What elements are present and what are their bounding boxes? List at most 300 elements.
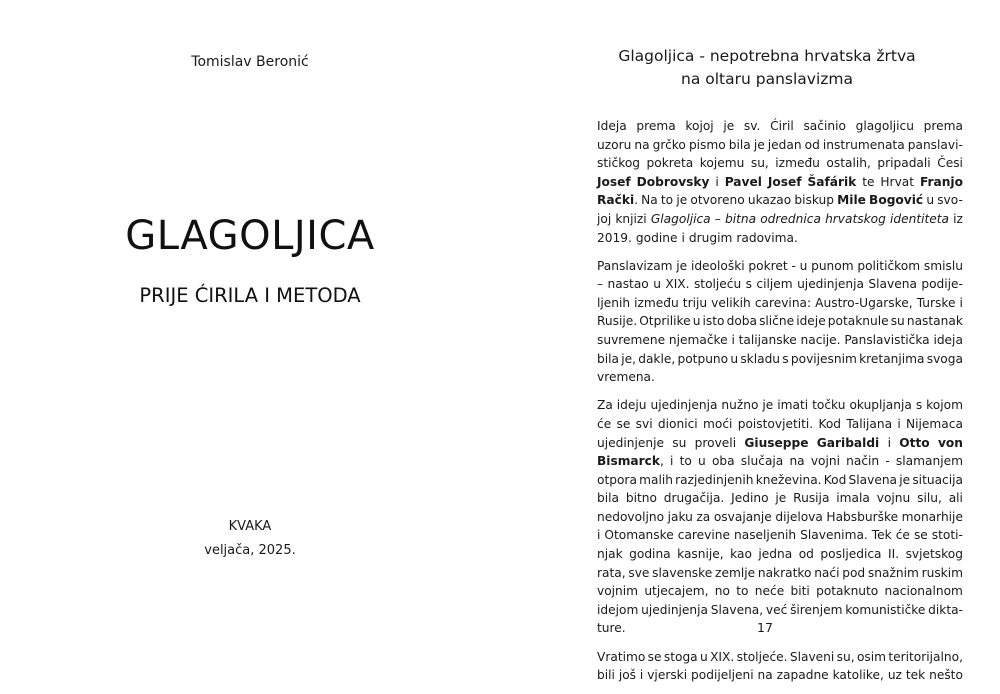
- text-run: kojom: [926, 398, 963, 413]
- word: [877, 154, 930, 173]
- word: [696, 508, 710, 527]
- text-run: vojni: [810, 454, 840, 469]
- text-run: Tek: [871, 528, 892, 543]
- word: [842, 564, 865, 583]
- word: [634, 294, 679, 313]
- word: [770, 117, 794, 136]
- text-run: podijeljeni: [691, 668, 754, 683]
- text-run: u: [799, 258, 808, 273]
- word: [791, 582, 810, 601]
- word: [760, 210, 821, 229]
- bold-name: Mile: [837, 193, 866, 208]
- word: [885, 452, 889, 471]
- text-run: snažnim: [867, 565, 919, 580]
- word: [685, 117, 713, 136]
- text-run: Turske: [916, 295, 956, 310]
- text-run: te: [862, 174, 875, 189]
- bold-name: Franjo: [919, 174, 963, 189]
- text-run: njak: [597, 547, 623, 562]
- word: [949, 489, 963, 508]
- text-run: carevine: [677, 528, 730, 543]
- bold-name: Bismarck: [597, 454, 660, 469]
- text-line: [597, 275, 963, 294]
- text-run: naseljenih: [734, 528, 797, 543]
- text-run: između: [634, 295, 679, 310]
- word: [641, 601, 708, 620]
- word: [807, 173, 856, 192]
- word: [794, 191, 834, 210]
- word: [833, 666, 884, 685]
- word: [597, 564, 626, 583]
- text-run: i: [639, 668, 644, 683]
- text-run: Na: [641, 193, 658, 208]
- text-run: vojnim: [597, 584, 639, 599]
- text-run: poistovjetiti.: [737, 416, 814, 431]
- word: [725, 173, 762, 192]
- word: [715, 173, 718, 192]
- word: [693, 312, 701, 331]
- word: [617, 396, 647, 415]
- text-line: [597, 331, 963, 350]
- bold-name: Šafárik: [807, 174, 857, 189]
- text-run: sv.: [743, 119, 761, 133]
- text-run: Habsburške: [826, 509, 899, 524]
- word: [916, 396, 922, 415]
- paragraph: [597, 648, 963, 685]
- text-run: i: [887, 435, 891, 450]
- text-run: pod: [842, 565, 866, 580]
- word: [775, 508, 823, 527]
- text-run: bila: [597, 491, 619, 506]
- word: [651, 210, 711, 229]
- word: [628, 564, 649, 583]
- word: [636, 229, 678, 248]
- word: [896, 526, 910, 545]
- text-run: već: [765, 602, 788, 617]
- word: [888, 666, 902, 685]
- word: [597, 508, 664, 527]
- text-run: je: [775, 491, 787, 506]
- word: [597, 136, 631, 155]
- text-run: -: [791, 258, 796, 273]
- text-run: vojnu: [876, 491, 911, 506]
- text-run: godina: [629, 547, 671, 562]
- text-run: nešto: [929, 668, 963, 683]
- word: [789, 452, 804, 471]
- word: [597, 471, 637, 490]
- text-run: slučaja: [740, 454, 784, 469]
- word: [823, 136, 905, 155]
- word: [777, 666, 829, 685]
- word: [796, 312, 826, 331]
- word: [782, 350, 788, 369]
- text-line: [597, 368, 963, 387]
- text-run: ostalih,: [826, 156, 871, 171]
- text-run: ujedinjenja: [797, 277, 864, 292]
- text-run: ujedinjenje: [597, 435, 664, 450]
- word: [672, 434, 686, 453]
- bold-name: Pavel: [724, 174, 762, 189]
- word: [639, 312, 690, 331]
- author-name: Tomislav Beronić: [191, 54, 309, 70]
- text-run: od: [798, 547, 814, 562]
- text-line: [597, 257, 963, 276]
- text-run: kojoj: [685, 119, 714, 133]
- text-run: vjerski: [647, 668, 688, 683]
- word: [924, 257, 963, 276]
- text-run: s: [782, 351, 789, 366]
- word: [678, 526, 730, 545]
- text-run: glagoljicu: [855, 119, 914, 133]
- word: [731, 331, 734, 350]
- text-run: Slavena: [848, 472, 898, 487]
- text-run: pokreta: [646, 156, 694, 171]
- word: [755, 582, 784, 601]
- text-run: joj: [597, 211, 612, 226]
- bold-name: Josef: [597, 174, 631, 189]
- word: [748, 191, 791, 210]
- word: [597, 368, 655, 387]
- word: [766, 601, 787, 620]
- text-run: Za: [597, 398, 613, 413]
- text-run: posljedica: [820, 547, 882, 562]
- word: [734, 526, 796, 545]
- word: [741, 452, 783, 471]
- word: [837, 191, 866, 210]
- word: [759, 312, 794, 331]
- word: [828, 312, 889, 331]
- text-run: nakratko: [757, 565, 812, 580]
- text-run: kao: [730, 547, 752, 562]
- text-run: biti: [790, 584, 810, 599]
- text-run: jedan: [767, 137, 802, 152]
- text-run: ali: [948, 491, 963, 506]
- text-run: Nijemaca: [906, 416, 963, 431]
- text-run: instrumenata: [822, 137, 905, 152]
- word: [703, 415, 732, 434]
- word: [908, 136, 963, 155]
- text-run: no: [714, 584, 730, 599]
- text-run: 2019.: [597, 230, 632, 245]
- text-run: -: [885, 454, 890, 469]
- word: [805, 136, 820, 155]
- text-run: bitno: [625, 491, 657, 506]
- text-run: Slavena: [868, 277, 917, 292]
- word: [736, 582, 748, 601]
- text-run: prema: [636, 119, 676, 133]
- text-run: još: [618, 668, 637, 683]
- text-line: [597, 136, 963, 155]
- word: [845, 601, 925, 620]
- word: [740, 350, 780, 369]
- word: [597, 257, 673, 276]
- text-run: i: [681, 230, 685, 245]
- text-run: nacionalnom: [884, 584, 963, 599]
- text-run: na: [789, 454, 805, 469]
- word: [619, 666, 636, 685]
- word: [714, 508, 772, 527]
- word: [661, 191, 673, 210]
- word: [597, 210, 611, 229]
- text-run: potaknuto: [816, 584, 879, 599]
- text-run: na: [634, 137, 650, 152]
- text-run: svi: [635, 416, 653, 431]
- word: [727, 312, 757, 331]
- word: [818, 415, 841, 434]
- word: [597, 601, 638, 620]
- word: [712, 452, 735, 471]
- text-run: to: [736, 584, 749, 599]
- text-run: jedna: [758, 547, 793, 562]
- text-run: –: [597, 277, 604, 292]
- text-line: [597, 648, 963, 667]
- italic-title: hrvatskog: [825, 211, 886, 226]
- italic-title: bitna: [725, 211, 757, 226]
- paragraph: [597, 396, 963, 638]
- text-line: [597, 526, 963, 545]
- text-run: pokret: [748, 258, 788, 273]
- text-run: suvremene: [597, 333, 666, 348]
- text-run: Vratimo: [597, 649, 646, 664]
- word: [868, 275, 917, 294]
- word: [729, 136, 751, 155]
- word: [640, 666, 643, 685]
- word: [790, 601, 842, 620]
- word: [754, 136, 765, 155]
- word: [888, 434, 891, 453]
- text-run: u: [692, 314, 701, 329]
- text-run: Panslavistička: [844, 333, 930, 348]
- word: [862, 173, 874, 192]
- left-page: [0, 0, 500, 665]
- text-run: Ćiril: [770, 119, 794, 133]
- word: [604, 526, 673, 545]
- text-run: za: [696, 509, 711, 524]
- word: [846, 452, 879, 471]
- text-run: se: [616, 416, 631, 431]
- word: [690, 191, 744, 210]
- word: [812, 396, 845, 415]
- text-run: su: [890, 314, 905, 329]
- text-run: talijanske: [738, 333, 797, 348]
- bold-name: Josef: [767, 174, 802, 189]
- text-run: Talijana: [846, 416, 893, 431]
- word: [710, 648, 734, 667]
- text-run: Austro-Ugarske,: [815, 295, 913, 310]
- text-run: se: [647, 649, 662, 664]
- text-run: je: [723, 119, 735, 133]
- text-run: u: [653, 277, 661, 292]
- word: [824, 471, 847, 490]
- word: [597, 452, 664, 471]
- word: [799, 545, 814, 564]
- word: [651, 396, 718, 415]
- word: [937, 154, 963, 173]
- text-run: ciljem: [756, 277, 793, 292]
- text-run: Slaveni: [789, 649, 835, 664]
- text-run: svoga: [926, 351, 963, 366]
- text-run: stoti-: [931, 528, 963, 543]
- text-run: rata,: [597, 565, 626, 580]
- bold-name: Giuseppe: [744, 435, 809, 450]
- word: [648, 648, 662, 667]
- text-run: njemačke: [668, 333, 728, 348]
- word: [744, 117, 761, 136]
- word: [880, 173, 914, 192]
- word: [755, 294, 811, 313]
- word: [926, 191, 934, 210]
- text-run: doba: [726, 314, 757, 329]
- text-run: drugačija.: [663, 491, 725, 506]
- text-run: je: [753, 137, 765, 152]
- word: [644, 582, 708, 601]
- word: [621, 350, 636, 369]
- text-run: komunističke: [845, 602, 926, 617]
- word: [700, 154, 745, 173]
- text-run: podije-: [921, 277, 963, 292]
- text-run: sve: [628, 565, 650, 580]
- text-run: oba: [711, 454, 735, 469]
- word: [597, 415, 611, 434]
- text-run: pripadali: [877, 156, 931, 171]
- text-run: političkom: [857, 258, 921, 273]
- text-run: Panslavizam: [597, 258, 673, 273]
- text-run: silu,: [917, 491, 942, 506]
- text-run: ture.: [597, 621, 626, 636]
- word: [917, 294, 956, 313]
- word: [885, 582, 963, 601]
- word: [597, 294, 630, 313]
- word: [676, 257, 687, 276]
- text-run: idejom: [597, 602, 639, 617]
- word: [676, 191, 687, 210]
- word: [677, 545, 724, 564]
- text-run: i: [670, 454, 674, 469]
- text-run: i: [897, 416, 901, 431]
- text-run: je: [899, 472, 911, 487]
- text-run: ,: [660, 454, 664, 469]
- text-run: bila: [597, 351, 619, 366]
- word: [653, 275, 661, 294]
- text-run: ideja: [933, 333, 963, 348]
- text-run: Otomanske: [604, 528, 674, 543]
- bold-name: von: [937, 435, 963, 450]
- text-run: nužno: [721, 398, 759, 413]
- text-run: iz: [953, 211, 963, 226]
- text-run: su,: [750, 156, 769, 171]
- word: [597, 545, 623, 564]
- word: [791, 257, 795, 276]
- text-line: [597, 312, 963, 331]
- text-run: godine: [635, 230, 678, 245]
- word: [736, 229, 798, 248]
- word: [929, 666, 963, 685]
- text-run: teritorijalno,: [888, 649, 963, 664]
- word: [937, 191, 963, 210]
- word: [634, 136, 649, 155]
- text-run: malih: [639, 472, 673, 487]
- word: [800, 257, 808, 276]
- text-line: [597, 210, 963, 229]
- text-run: će: [895, 528, 910, 543]
- text-run: i: [597, 528, 601, 543]
- word: [928, 601, 963, 620]
- word: [868, 564, 919, 583]
- word: [668, 508, 693, 527]
- word: [912, 471, 963, 490]
- word: [762, 396, 773, 415]
- text-run: ukazao: [747, 193, 792, 208]
- text-run: situacija: [912, 472, 963, 487]
- text-line: [597, 489, 963, 508]
- word: [896, 452, 963, 471]
- text-run: drugim: [688, 230, 733, 245]
- word: [746, 275, 752, 294]
- text-run: ujedinjenja: [650, 398, 718, 413]
- word: [756, 275, 792, 294]
- word: [721, 396, 758, 415]
- text-run: otvoreno: [690, 193, 745, 208]
- word: [681, 229, 684, 248]
- text-run: sačinio: [803, 119, 846, 133]
- text-run: imati: [777, 398, 809, 413]
- text-run: neće: [754, 584, 785, 599]
- word: [608, 275, 649, 294]
- word: [902, 508, 963, 527]
- word: [906, 545, 963, 564]
- word: [817, 434, 879, 453]
- word: [715, 564, 755, 583]
- word: [926, 396, 963, 415]
- word: [639, 471, 673, 490]
- word: [921, 275, 963, 294]
- word: [811, 452, 840, 471]
- text-run: stičkog: [597, 156, 641, 171]
- text-run: Otprilike: [639, 314, 691, 329]
- italic-title: Glagoljica: [650, 211, 711, 226]
- text-run: utjecajem,: [644, 584, 709, 599]
- text-run: osvajanje: [713, 509, 772, 524]
- text-run: u: [698, 454, 706, 469]
- text-run: pismo: [688, 137, 726, 152]
- text-line: [597, 173, 963, 192]
- word: [758, 666, 773, 685]
- word: [777, 396, 808, 415]
- word: [960, 294, 963, 313]
- word: [917, 489, 942, 508]
- text-run: to: [679, 454, 692, 469]
- publisher: KVAKA: [228, 519, 272, 534]
- word: [597, 229, 632, 248]
- text-run: punom: [811, 258, 854, 273]
- text-line: [597, 601, 963, 620]
- text-run: je: [676, 258, 688, 273]
- text-run: dikta-: [928, 602, 963, 617]
- word: [597, 489, 619, 508]
- text-run: Slavenima.: [800, 528, 868, 543]
- word: [933, 331, 962, 350]
- word: [691, 666, 754, 685]
- word: [677, 350, 728, 369]
- text-run: dijelova: [775, 509, 823, 524]
- word: [725, 210, 756, 229]
- text-line: [597, 396, 963, 415]
- word: [790, 648, 834, 667]
- text-run: kasnije,: [677, 547, 724, 562]
- text-run: vremena.: [597, 370, 655, 385]
- text-run: ruskim: [921, 565, 963, 580]
- text-run: točku: [812, 398, 846, 413]
